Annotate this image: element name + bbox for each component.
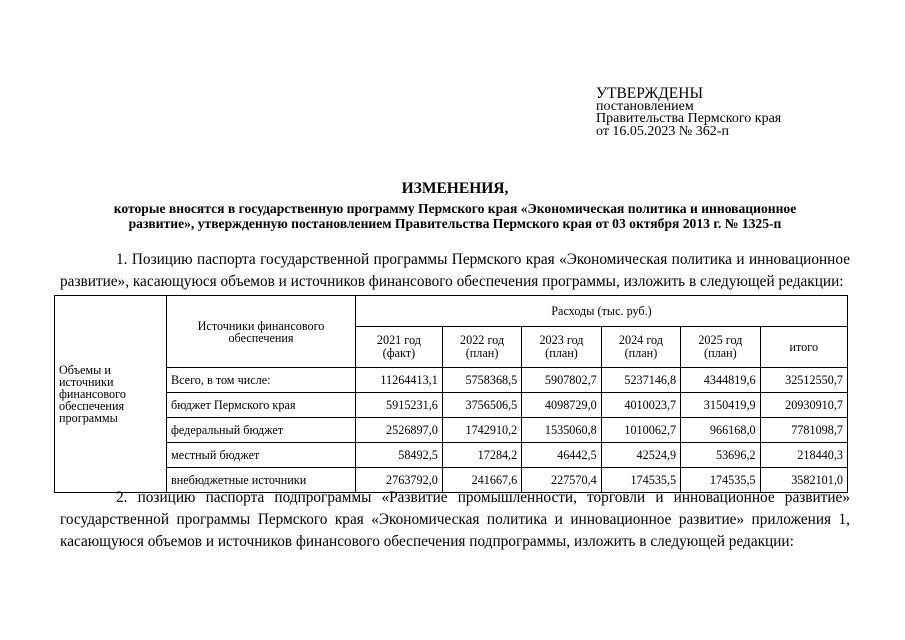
value-cell: 966168,0 — [681, 418, 760, 443]
value-cell: 5907802,7 — [522, 368, 601, 393]
value-cell: 46442,5 — [522, 443, 601, 468]
total-label: итого — [789, 339, 819, 354]
source-cell: Всего, в том числе: — [167, 368, 356, 393]
year-header — [522, 327, 601, 368]
approval-stamp — [596, 85, 782, 139]
year-status: (план) — [624, 346, 658, 360]
value-cell: 5758368,5 — [442, 368, 521, 393]
year-header — [601, 327, 680, 368]
year-header — [356, 327, 443, 368]
year-status: (план) — [704, 346, 737, 360]
value-cell: 4010023,7 — [601, 393, 680, 418]
total-cell: 3582101,0 — [760, 468, 847, 493]
table-row — [55, 418, 848, 443]
year-header — [681, 327, 760, 368]
value-cell: 174535,5 — [681, 468, 760, 493]
paragraph-2 — [60, 487, 850, 553]
value-cell: 53696,2 — [681, 443, 760, 468]
year-label: 2025 год — [698, 333, 743, 347]
table-header-row — [55, 296, 848, 327]
value-cell: 241667,6 — [442, 468, 521, 493]
value-cell: 42524,9 — [601, 443, 680, 468]
year-label: 2021 год — [376, 333, 421, 347]
total-cell: 7781098,7 — [760, 418, 847, 443]
value-cell: 227570,4 — [522, 468, 601, 493]
document-subtitle — [60, 201, 850, 231]
source-cell: бюджет Пермского края — [167, 393, 356, 418]
value-cell: 2763792,0 — [356, 468, 443, 493]
approval-line: Правительства Пермского края — [596, 111, 782, 126]
value-cell: 17284,2 — [442, 443, 521, 468]
value-cell: 5237146,8 — [601, 368, 680, 393]
sources-header: Источники финансового обеспечения — [167, 296, 356, 368]
value-cell: 1010062,7 — [601, 418, 680, 443]
approval-line: от 16.05.2023 № 362-п — [596, 123, 729, 139]
document-title: ИЗМЕНЕНИЯ, — [401, 180, 509, 197]
year-header — [442, 327, 521, 368]
total-header — [760, 327, 847, 368]
approval-line: постановлением — [596, 98, 694, 114]
source-cell: местный бюджет — [167, 443, 356, 468]
value-cell: 2526897,0 — [356, 418, 443, 443]
table-row — [55, 393, 848, 418]
expenses-header: Расходы (тыс. руб.) — [356, 296, 848, 327]
source-cell: федеральный бюджет — [167, 418, 356, 443]
year-label: 2024 год — [618, 333, 663, 347]
value-cell: 1742910,2 — [442, 418, 521, 443]
subtitle-line: которые вносятся в государственную программу Пермского края «Экономическая политика и инновационное — [113, 201, 797, 216]
total-cell: 32512550,7 — [760, 368, 847, 393]
year-status: (факт) — [382, 346, 416, 360]
paragraph-1-text: 1. Позицию паспорта государственной программы Пермского края «Экономическая политика и инновационное развитие», касающуюся объемов и источников финансового обеспечения программы, изложить в следующей редакции: — [60, 251, 850, 290]
value-cell: 5915231,6 — [356, 393, 443, 418]
value-cell: 3150419,9 — [681, 393, 760, 418]
year-label: 2022 год — [460, 333, 505, 347]
table-row — [55, 443, 848, 468]
year-status: (план) — [465, 346, 499, 360]
value-cell: 58492,5 — [356, 443, 443, 468]
value-cell: 174535,5 — [601, 468, 680, 493]
value-cell: 11264413,1 — [356, 368, 443, 393]
financing-volumes-header: Объемы и источники финансового обеспечения программы — [55, 296, 167, 493]
value-cell: 1535060,8 — [522, 418, 601, 443]
value-cell: 4344819,6 — [681, 368, 760, 393]
paragraph-1 — [60, 249, 850, 293]
year-label: 2023 год — [539, 333, 584, 347]
source-cell: внебюджетные источники — [167, 468, 356, 493]
total-cell: 218440,3 — [760, 443, 847, 468]
value-cell: 3756506,5 — [442, 393, 521, 418]
approval-title: УТВЕРЖДЕНЫ — [596, 85, 703, 102]
table-row — [55, 368, 848, 393]
subtitle-line: развитие», утвержденную постановлением Правительства Пермского края от 03 октября 2013 г. № 1325-п — [128, 216, 782, 231]
year-status: (план) — [545, 346, 578, 360]
paragraph-2-text: 2. позицию паспорта подпрограммы «Развитие промышленности, торговли и инновационное развитие» государственной программы Пермского края «Экономическая политика и инновационное развитие» приложения 1, касающуюся объемов и источников финансового обеспечения подпрограммы, изложить в следующей редакции: — [60, 489, 850, 550]
total-cell: 20930910,7 — [760, 393, 847, 418]
value-cell: 4098729,0 — [522, 393, 601, 418]
financing-table — [54, 295, 848, 493]
